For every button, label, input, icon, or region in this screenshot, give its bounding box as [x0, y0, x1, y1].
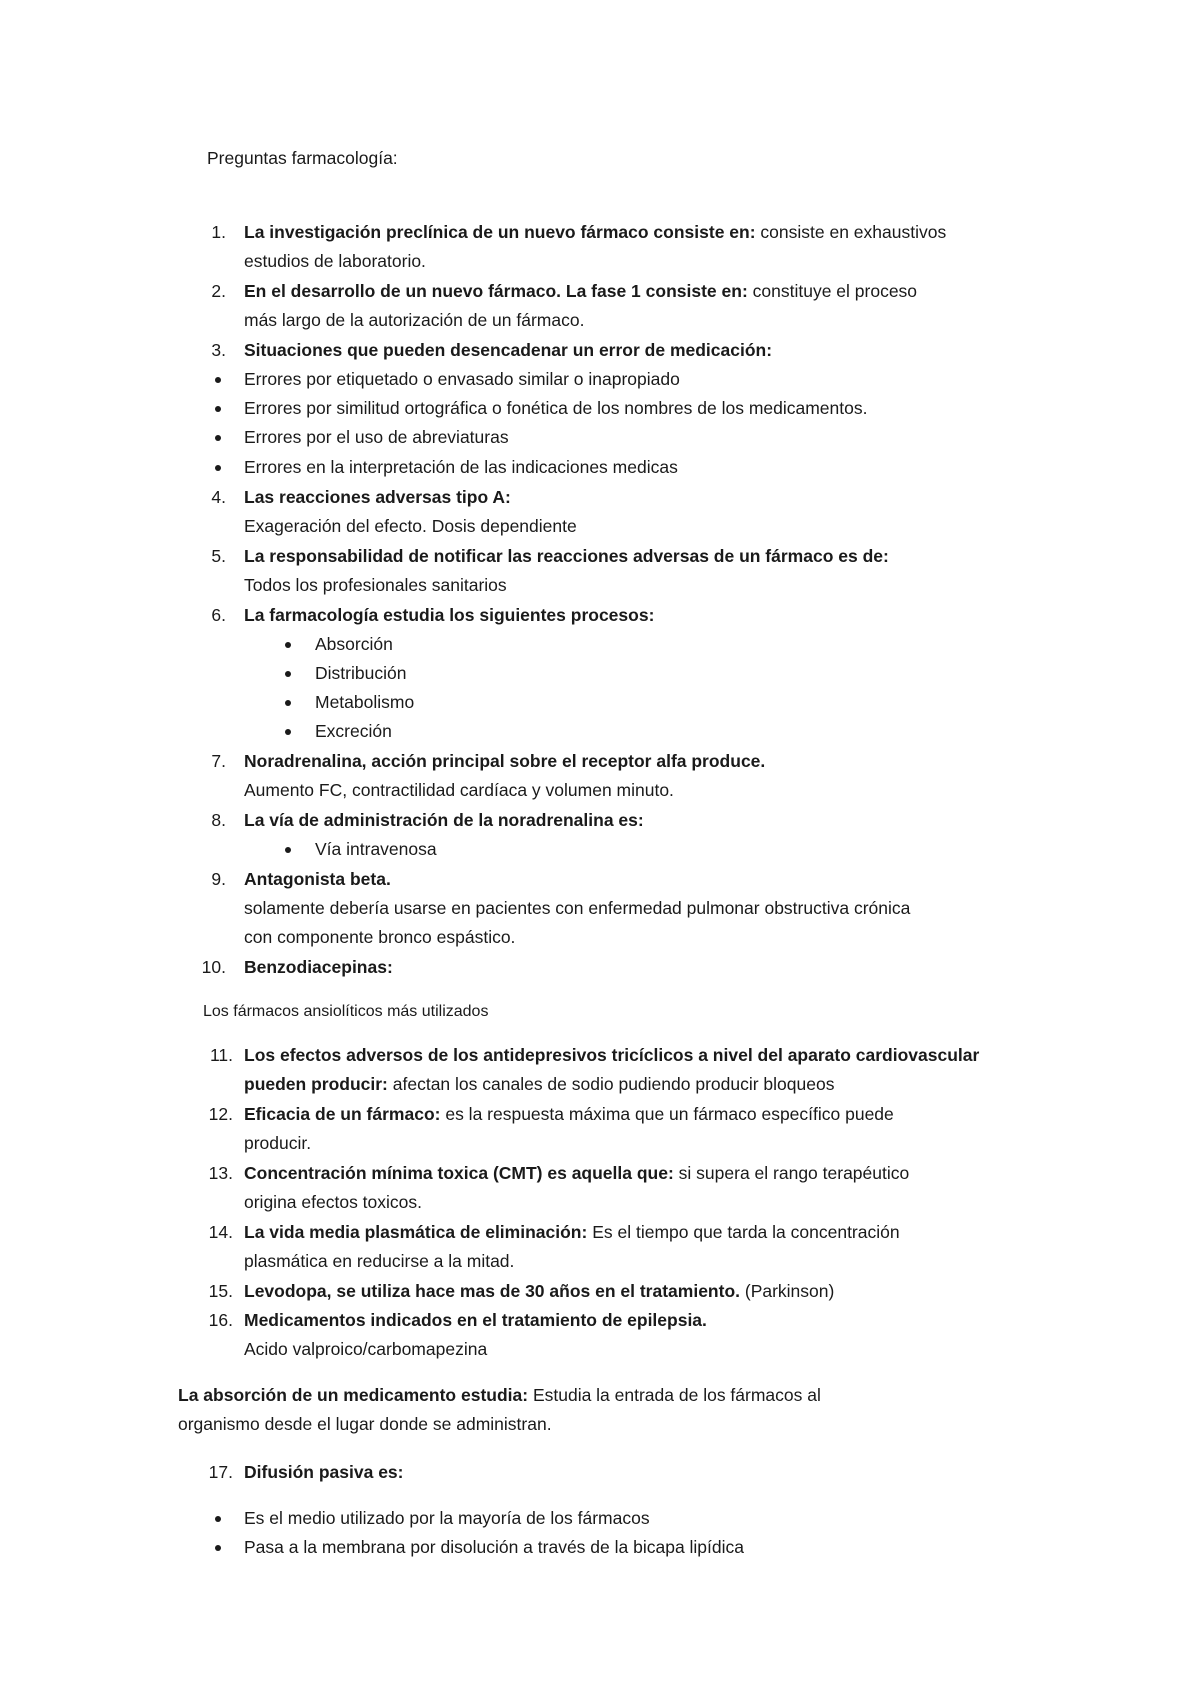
q17-number: 17. [208, 1462, 233, 1482]
bullet-icon [215, 377, 221, 383]
q13-answer: si supera el rango terapéutico [673, 1163, 910, 1183]
bullet-icon [285, 642, 291, 648]
q13-number: 13. [208, 1163, 233, 1183]
q12-question: Eficacia de un fármaco: [244, 1104, 441, 1124]
q10-answer: Los fármacos ansiolíticos más utilizados [203, 1003, 489, 1020]
q15-line [244, 1283, 834, 1301]
q4-number: 4. [211, 487, 226, 507]
q3-number: 3. [211, 340, 226, 360]
q12-answer-cont: producir. [244, 1133, 312, 1153]
q3-question: Situaciones que pueden desencadenar un error de medicación: [244, 340, 773, 360]
q14-question: La vida media plasmática de eliminación: [244, 1222, 588, 1242]
q6-bullet-2: Distribución [315, 663, 407, 683]
bullet-icon [215, 1516, 221, 1522]
absorcion-answer-cont: organismo desde el lugar donde se administran. [178, 1414, 552, 1434]
q2-number: 2. [211, 281, 226, 301]
q11-line-2 [244, 1076, 834, 1094]
q1-line [244, 224, 946, 242]
q14-number: 14. [208, 1222, 233, 1242]
q3-bullet-4: Errores en la interpretación de las indicaciones medicas [244, 457, 678, 477]
q17-question: Difusión pasiva es: [244, 1462, 404, 1482]
q16-number: 16. [208, 1310, 233, 1330]
q5-number: 5. [211, 546, 226, 566]
q10-question: Benzodiacepinas: [244, 957, 393, 977]
q6-bullet-3: Metabolismo [315, 692, 415, 712]
q12-line [244, 1106, 894, 1124]
q13-line [244, 1165, 909, 1183]
q11-number: 11. [209, 1045, 233, 1065]
q8-number: 8. [211, 810, 226, 830]
q3-bullet-2: Errores por similitud ortográfica o fonética de los nombres de los medicamentos. [244, 398, 868, 418]
q8-question: La vía de administración de la noradrenalina es: [244, 810, 644, 830]
q3-bullet-1: Errores por etiquetado o envasado similar o inapropiado [244, 369, 680, 389]
q13-question: Concentración mínima toxica (CMT) es aquella que: [244, 1163, 674, 1183]
q8-bullet-1: Vía intravenosa [315, 839, 437, 859]
q7-question: Noradrenalina, acción principal sobre el receptor alfa produce. [244, 751, 766, 771]
q1-answer-cont: estudios de laboratorio. [244, 251, 426, 271]
q6-bullet-1: Absorción [315, 634, 393, 654]
document-title: Preguntas farmacología: [207, 148, 398, 168]
q2-line [244, 283, 917, 301]
absorcion-answer: Estudia la entrada de los fármacos al [528, 1385, 821, 1405]
q16-answer: Acido valproico/carbomapezina [244, 1339, 488, 1359]
q12-number: 12. [208, 1104, 233, 1124]
q15-number: 15. [208, 1281, 233, 1301]
bullet-icon [215, 435, 221, 441]
q11-question: Los efectos adversos de los antidepresivos tricíclicos a nivel del aparato cardiovascular [244, 1045, 980, 1065]
q4-question: Las reacciones adversas tipo A: [244, 487, 511, 507]
q15-answer: (Parkinson) [740, 1281, 835, 1301]
bullet-icon [215, 465, 221, 471]
q1-answer: consiste en exhaustivos [755, 222, 947, 242]
q6-question: La farmacología estudia los siguientes procesos: [244, 605, 655, 625]
absorcion-question: La absorción de un medicamento estudia: [178, 1385, 529, 1405]
q17-bullet-1: Es el medio utilizado por la mayoría de los fármacos [244, 1508, 650, 1528]
bullet-icon [285, 700, 291, 706]
q7-answer: Aumento FC, contractilidad cardíaca y volumen minuto. [244, 780, 674, 800]
q17-bullet-2: Pasa a la membrana por disolución a través de la bicapa lipídica [244, 1537, 745, 1557]
q14-answer-cont: plasmática en reducirse a la mitad. [244, 1251, 515, 1271]
q1-question: La investigación preclínica de un nuevo fármaco consiste en: [244, 222, 756, 242]
q16-question: Medicamentos indicados en el tratamiento de epilepsia. [244, 1310, 707, 1330]
bullet-icon [285, 671, 291, 677]
q6-number: 6. [211, 605, 226, 625]
absorcion-line [178, 1387, 821, 1405]
q4-answer: Exageración del efecto. Dosis dependiente [244, 516, 577, 536]
q14-answer: Es el tiempo que tarda la concentración [587, 1222, 900, 1242]
q14-line [244, 1224, 900, 1242]
q2-question: En el desarrollo de un nuevo fármaco. La fase 1 consiste en: [244, 281, 748, 301]
q9-answer-cont: con componente bronco espástico. [244, 927, 516, 947]
bullet-icon [285, 729, 291, 735]
bullet-icon [215, 1545, 221, 1551]
q2-answer: constituye el proceso [747, 281, 918, 301]
bullet-icon [285, 847, 291, 853]
q10-number: 10. [201, 957, 226, 977]
q11-answer: afectan los canales de sodio pudiendo producir bloqueos [387, 1074, 835, 1094]
q9-answer: solamente debería usarse en pacientes con enfermedad pulmonar obstructiva crónica [244, 898, 911, 918]
q3-bullet-3: Errores por el uso de abreviaturas [244, 427, 509, 447]
q11-question-cont: pueden producir: [244, 1074, 388, 1094]
q6-bullet-4: Excreción [315, 721, 392, 741]
q2-answer-cont: más largo de la autorización de un fármaco. [244, 310, 585, 330]
bullet-icon [215, 406, 221, 412]
q7-number: 7. [211, 751, 226, 771]
q13-answer-cont: origina efectos toxicos. [244, 1192, 423, 1212]
q12-answer: es la respuesta máxima que un fármaco específico puede [440, 1104, 894, 1124]
q1-number: 1. [211, 222, 226, 242]
q9-number: 9. [211, 869, 226, 889]
q5-answer: Todos los profesionales sanitarios [244, 575, 507, 595]
q5-question: La responsabilidad de notificar las reacciones adversas de un fármaco es de: [244, 546, 889, 566]
q15-question: Levodopa, se utiliza hace mas de 30 años en el tratamiento. [244, 1281, 740, 1301]
q9-question: Antagonista beta. [244, 869, 391, 889]
